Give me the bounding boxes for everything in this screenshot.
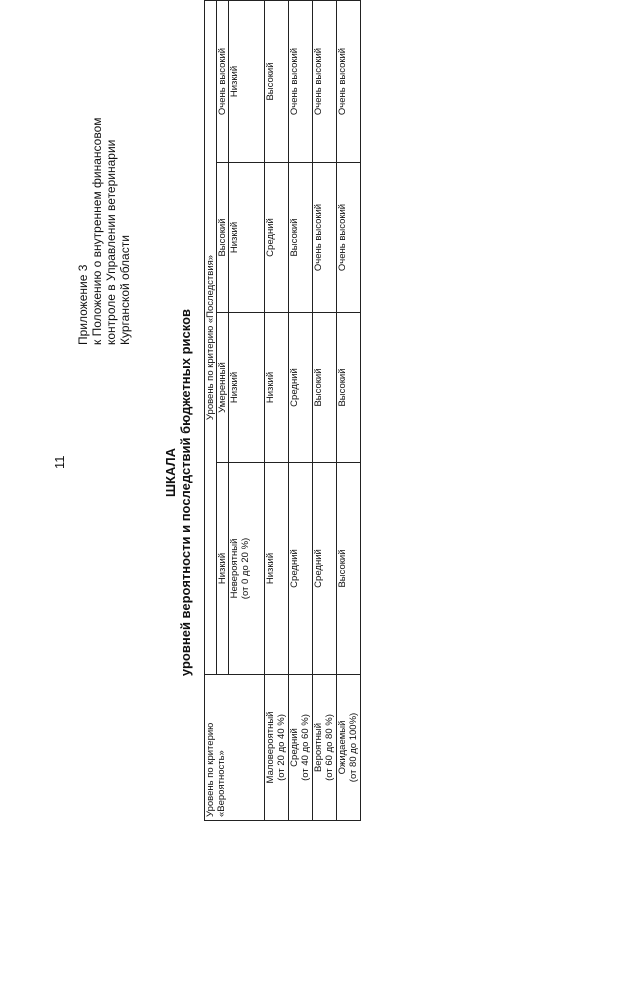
probability-range: (от 0 до 20 %) xyxy=(240,537,251,600)
header-probability: Уровень по критерию «Вероятность» xyxy=(205,675,265,821)
risk-cell: Низкий xyxy=(229,1,265,163)
risk-cell: Средний xyxy=(265,163,289,313)
risk-cell: Очень высокий xyxy=(337,163,361,313)
risk-cell: Очень высокий xyxy=(289,1,313,163)
document-title xyxy=(163,0,193,905)
probability-name: Маловероятный xyxy=(265,711,276,784)
probability-label xyxy=(337,675,361,821)
table-row xyxy=(313,1,337,821)
risk-cell: Высокий xyxy=(265,1,289,163)
probability-name: Невероятный xyxy=(229,538,240,599)
consequence-level: Умеренный xyxy=(217,313,229,463)
probability-range: (от 60 до 80 %) xyxy=(324,714,335,781)
risk-cell: Высокий xyxy=(337,313,361,463)
probability-range: (от 80 до 100%) xyxy=(348,712,359,783)
probability-label xyxy=(265,675,289,821)
probability-label xyxy=(289,675,313,821)
risk-cell: Высокий xyxy=(313,313,337,463)
appendix-note xyxy=(76,45,132,345)
risk-cell: Низкий xyxy=(229,313,265,463)
risk-cell: Очень высокий xyxy=(313,163,337,313)
appendix-line-3: контроле в Управлении ветеринарии xyxy=(104,139,118,345)
risk-cell: Низкий xyxy=(265,313,289,463)
risk-cell: Средний xyxy=(313,463,337,675)
risk-cell: Высокий xyxy=(337,463,361,675)
consequence-level: Высокий xyxy=(217,163,229,313)
probability-name: Вероятный xyxy=(313,722,324,773)
title-line-1: ШКАЛА xyxy=(163,447,178,498)
consequence-level: Очень высокий xyxy=(217,1,229,163)
risk-cell: Средний xyxy=(289,313,313,463)
risk-cell: Высокий xyxy=(289,163,313,313)
header-consequences: Уровень по критерию «Последствия» xyxy=(205,1,217,675)
table-row xyxy=(337,1,361,821)
risk-cell: Средний xyxy=(289,463,313,675)
appendix-line-2: к Положению о внутреннем финансовом xyxy=(90,117,104,345)
page-number: 11 xyxy=(52,455,67,469)
probability-label xyxy=(313,675,337,821)
probability-name: Средний xyxy=(289,728,300,767)
risk-scale-table xyxy=(204,0,361,821)
table-row xyxy=(265,1,289,821)
probability-range: (от 20 до 40 %) xyxy=(276,714,287,781)
probability-label xyxy=(229,463,265,675)
risk-cell: Очень высокий xyxy=(337,1,361,163)
risk-cell: Низкий xyxy=(229,163,265,313)
probability-name: Ожидаемый xyxy=(337,720,348,775)
appendix-line-1: Приложение 3 xyxy=(76,264,90,345)
consequence-level: Низкий xyxy=(217,463,229,675)
table-row xyxy=(289,1,313,821)
appendix-line-4: Курганской области xyxy=(118,235,132,345)
title-line-2: уровней вероятности и последствий бюджетных рисков xyxy=(178,308,193,677)
risk-cell: Низкий xyxy=(265,463,289,675)
probability-range: (от 40 до 60 %) xyxy=(300,714,311,781)
risk-cell: Очень высокий xyxy=(313,1,337,163)
